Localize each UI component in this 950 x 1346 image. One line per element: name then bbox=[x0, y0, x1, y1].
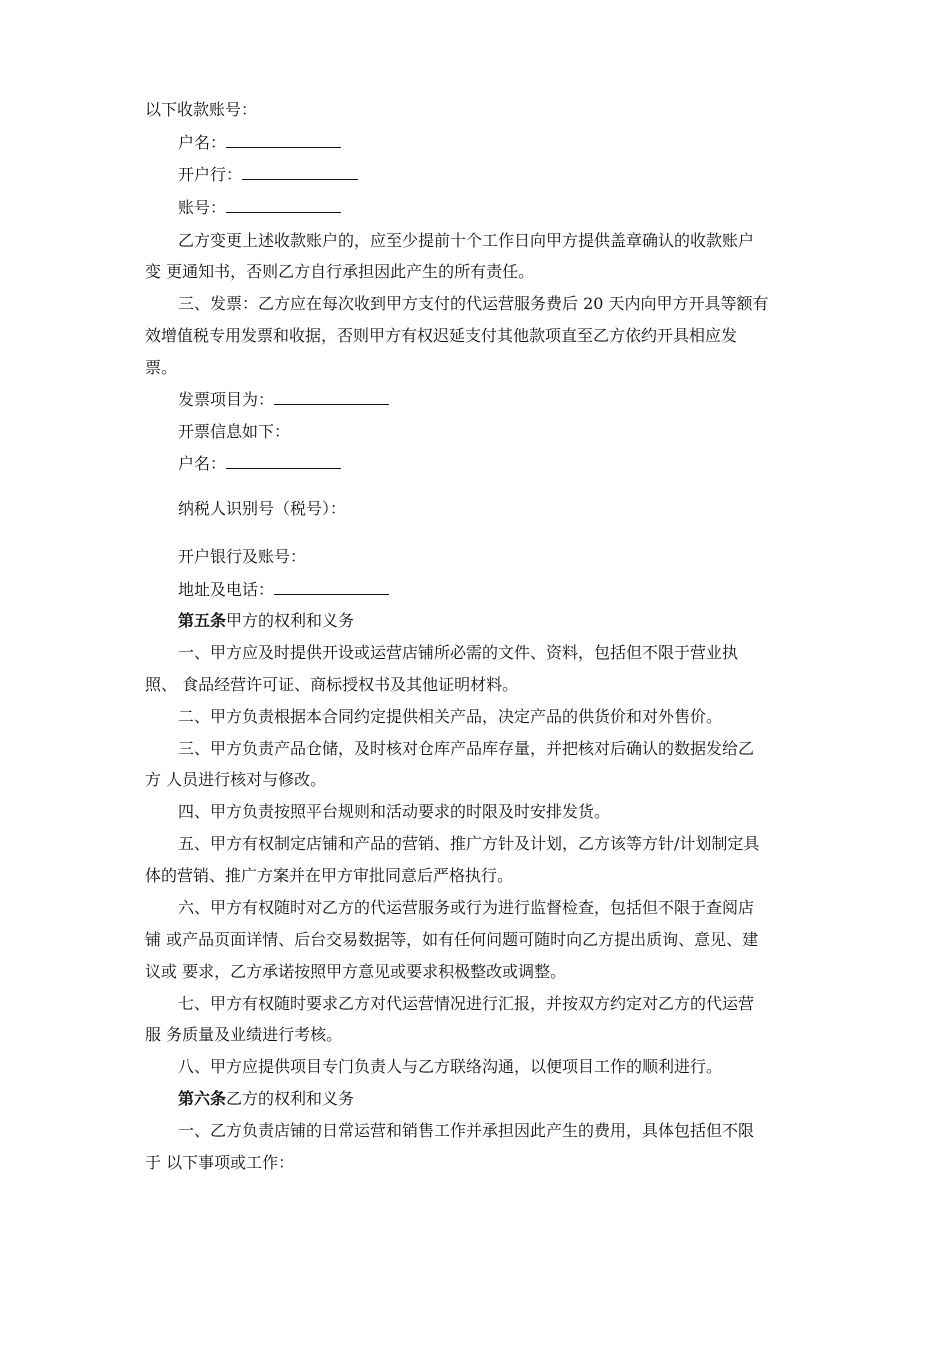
article5-p3-line: 方 人员进行核对与修改。 bbox=[145, 770, 327, 789]
blank-line bbox=[226, 198, 341, 213]
article5-p1-line: 照、 食品经营许可证、商标授权书及其他证明材料。 bbox=[145, 675, 519, 694]
field-label: 开户行： bbox=[178, 165, 243, 184]
blank-line bbox=[242, 165, 358, 180]
article5-p5-line: 体的营销、推广方案并在甲方审批同意后严格执行。 bbox=[145, 866, 514, 885]
article-number: 第六条 bbox=[178, 1089, 227, 1108]
article5-p4: 四、甲方负责按照平台规则和活动要求的时限及时安排发货。 bbox=[178, 802, 611, 821]
article-number: 第五条 bbox=[178, 611, 227, 630]
field-label: 户名： bbox=[178, 133, 227, 152]
article5-p7-line: 七、甲方有权随时要求乙方对代运营情况进行汇报，并按双方约定对乙方的代运营 bbox=[178, 994, 755, 1013]
invoice-item-row bbox=[178, 390, 389, 410]
bank-account-intro: 以下收款账号： bbox=[145, 100, 258, 119]
article5-p2: 二、甲方负责根据本合同约定提供相关产品，决定产品的供货价和对外售价。 bbox=[178, 707, 723, 726]
blank-line bbox=[226, 454, 341, 469]
field-label: 地址及电话： bbox=[178, 580, 275, 599]
article5-p6-line: 铺 或产品页面详情、后台交易数据等，如有任何问题可随时向乙方提出质询、意见、建 bbox=[145, 930, 759, 949]
article5-p3-line: 三、甲方负责产品仓储，及时核对仓库产品库存量，并把核对后确认的数据发给乙 bbox=[178, 739, 755, 758]
field-label: 户名： bbox=[178, 454, 227, 473]
article-title: 甲方的权利和义务 bbox=[226, 611, 355, 630]
change-notice-line: 乙方变更上述收款账户的，应至少提前十个工作日向甲方提供盖章确认的收款账户 bbox=[178, 231, 755, 250]
tax-id-label: 纳税人识别号（税号）： bbox=[178, 499, 347, 518]
invoice-name-row bbox=[178, 454, 341, 474]
field-label: 发票项目为： bbox=[178, 390, 275, 409]
invoice-line: 三、发票：乙方应在每次收到甲方支付的代运营服务费后 20 天内向甲方开具等额有 bbox=[178, 294, 769, 313]
account-name-row bbox=[178, 133, 341, 153]
article5-heading bbox=[178, 611, 354, 631]
article5-p1-line: 一、甲方应及时提供开设或运营店铺所必需的文件、资料，包括但不限于营业执 bbox=[178, 643, 739, 662]
article6-heading bbox=[178, 1089, 354, 1109]
invoice-line: 效增值税专用发票和收据，否则甲方有权迟延支付其他款项直至乙方依约开具相应发 bbox=[145, 326, 738, 345]
article5-p5-line: 五、甲方有权制定店铺和产品的营销、推广方针及计划，乙方该等方针/计划制定具 bbox=[178, 834, 760, 853]
article5-p7-line: 服 务质量及业绩进行考核。 bbox=[145, 1025, 343, 1044]
article5-p8: 八、甲方应提供项目专门负责人与乙方联络沟通，以便项目工作的顺利进行。 bbox=[178, 1057, 723, 1076]
invoice-info-label: 开票信息如下： bbox=[178, 422, 291, 441]
article5-p6-line: 六、甲方有权随时对乙方的代运营服务或行为进行监督检查，包括但不限于查阅店 bbox=[178, 898, 755, 917]
address-phone-row bbox=[178, 580, 389, 600]
article6-p1-line: 一、乙方负责店铺的日常运营和销售工作并承担因此产生的费用，具体包括但不限 bbox=[178, 1121, 755, 1140]
article-title: 乙方的权利和义务 bbox=[226, 1089, 355, 1108]
article5-p6-line: 议或 要求，乙方承诺按照甲方意见或要求积极整改或调整。 bbox=[145, 962, 567, 981]
article6-p1-line: 于 以下事项或工作： bbox=[145, 1153, 295, 1172]
bank-account-label: 开户银行及账号： bbox=[178, 547, 307, 566]
invoice-line: 票。 bbox=[145, 358, 178, 377]
bank-name-row bbox=[178, 165, 358, 185]
blank-line bbox=[226, 133, 341, 148]
field-label: 账号： bbox=[178, 198, 227, 217]
blank-line bbox=[274, 390, 389, 405]
account-number-row bbox=[178, 198, 341, 218]
change-notice-line: 变 更通知书，否则乙方自行承担因此产生的所有责任。 bbox=[145, 262, 535, 281]
blank-line bbox=[274, 580, 389, 595]
